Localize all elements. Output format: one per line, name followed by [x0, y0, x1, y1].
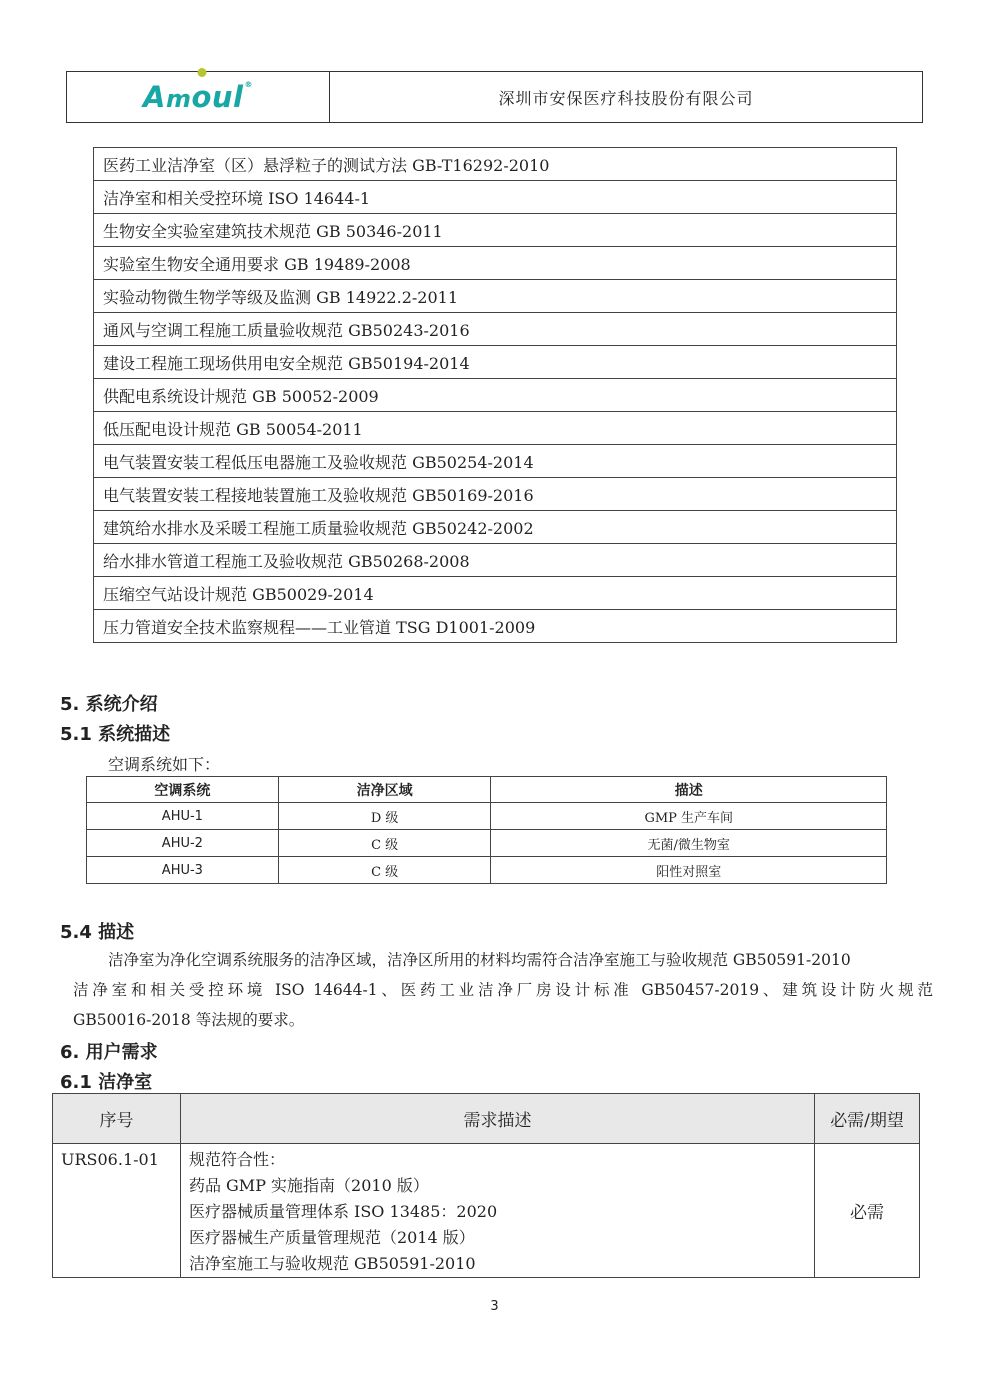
section-6-heading: 6. 用户需求 — [60, 1042, 158, 1063]
urs-header-id: 序号 — [53, 1094, 181, 1144]
urs-line: 药品 GMP 实施指南（2010 版） — [188, 1176, 429, 1195]
ahu-system: AHU-2 — [87, 830, 279, 857]
standard-item: 压力管道安全技术监察规程——工业管道 TSG D1001-2009 — [94, 610, 897, 643]
ahu-header-desc: 描述 — [491, 777, 887, 803]
section-5-4-heading: 5.4 描述 — [60, 922, 135, 943]
standard-item: 实验室生物安全通用要求 GB 19489-2008 — [94, 247, 897, 280]
standard-item: 建筑给水排水及采暖工程施工质量验收规范 GB50242-2002 — [94, 511, 897, 544]
table-row — [87, 857, 887, 884]
ahu-header-zone: 洁净区域 — [278, 777, 491, 803]
standards-table — [93, 147, 897, 643]
ahu-header-system: 空调系统 — [87, 777, 279, 803]
table-row — [94, 478, 897, 511]
company-name: 深圳市安保医疗科技股份有限公司 — [498, 88, 754, 108]
table-row — [94, 379, 897, 412]
ahu-desc: GMP 生产车间 — [491, 803, 887, 830]
table-row — [94, 346, 897, 379]
ahu-system: AHU-1 — [87, 803, 279, 830]
urs-requirement: 必需 — [815, 1144, 920, 1278]
table-row — [94, 544, 897, 577]
logo-cell — [67, 72, 330, 122]
ahu-zone: C 级 — [278, 830, 491, 857]
table-row — [94, 214, 897, 247]
paragraph-line: 洁净室为净化空调系统服务的洁净区域，洁净区所用的材料均需符合洁净室施工与验收规范 GB50591-2010 — [108, 951, 851, 969]
ahu-desc: 无菌/微生物室 — [491, 830, 887, 857]
page-number: 3 — [490, 1299, 499, 1314]
urs-line: 规范符合性： — [188, 1150, 285, 1169]
ahu-table — [86, 776, 887, 884]
urs-line: 洁净室施工与验收规范 GB50591-2010 — [188, 1254, 476, 1273]
urs-id: URS06.1-01 — [53, 1144, 181, 1278]
standard-item: 给水排水管道工程施工及验收规范 GB50268-2008 — [94, 544, 897, 577]
paragraph-line: GB50016-2018 等法规的要求。 — [73, 1011, 305, 1029]
standard-item: 医药工业洁净室（区）悬浮粒子的测试方法 GB-T16292-2010 — [94, 148, 897, 181]
standard-item: 供配电系统设计规范 GB 50052-2009 — [94, 379, 897, 412]
urs-line: 医疗器械质量管理体系 ISO 13485：2020 — [188, 1202, 498, 1221]
urs-line: 医疗器械生产质量管理规范（2014 版） — [188, 1228, 475, 1247]
standard-item: 洁净室和相关受控环境 ISO 14644-1 — [94, 181, 897, 214]
table-row — [94, 181, 897, 214]
ahu-zone: C 级 — [278, 857, 491, 884]
standard-item: 建设工程施工现场供用电安全规范 GB50194-2014 — [94, 346, 897, 379]
standard-item: 生物安全实验室建筑技术规范 GB 50346-2011 — [94, 214, 897, 247]
table-row — [94, 412, 897, 445]
table-row — [94, 511, 897, 544]
standard-item: 电气装置安装工程接地装置施工及验收规范 GB50169-2016 — [94, 478, 897, 511]
table-row — [94, 280, 897, 313]
table-row — [94, 148, 897, 181]
table-row — [94, 313, 897, 346]
table-row — [87, 830, 887, 857]
table-row — [94, 445, 897, 478]
ahu-desc: 阳性对照室 — [491, 857, 887, 884]
section-6-1-heading: 6.1 洁净室 — [60, 1072, 153, 1093]
section-5-heading: 5. 系统介绍 — [60, 694, 158, 715]
standard-item: 实验动物微生物学等级及监测 GB 14922.2-2011 — [94, 280, 897, 313]
paragraph-line: 洁净室和相关受控环境 ISO 14644-1、医药工业洁净厂房设计标准 GB50457-2019、建筑设计防火规范 — [73, 981, 933, 999]
urs-table — [52, 1093, 920, 1278]
standard-item: 电气装置安装工程低压电器施工及验收规范 GB50254-2014 — [94, 445, 897, 478]
ahu-intro: 空调系统如下： — [108, 755, 221, 774]
table-row — [94, 577, 897, 610]
table-row — [87, 803, 887, 830]
urs-description — [180, 1144, 814, 1278]
page-header — [66, 71, 923, 123]
urs-header-req: 必需/期望 — [815, 1094, 920, 1144]
company-logo: Am oul® — [143, 80, 253, 114]
ahu-system: AHU-3 — [87, 857, 279, 884]
standard-item: 通风与空调工程施工质量验收规范 GB50243-2016 — [94, 313, 897, 346]
urs-header-desc: 需求描述 — [180, 1094, 814, 1144]
table-row — [53, 1144, 920, 1278]
section-5-1-heading: 5.1 系统描述 — [60, 724, 171, 745]
table-row — [94, 247, 897, 280]
standard-item: 压缩空气站设计规范 GB50029-2014 — [94, 577, 897, 610]
standard-item: 低压配电设计规范 GB 50054-2011 — [94, 412, 897, 445]
ahu-zone: D 级 — [278, 803, 491, 830]
table-row — [94, 610, 897, 643]
